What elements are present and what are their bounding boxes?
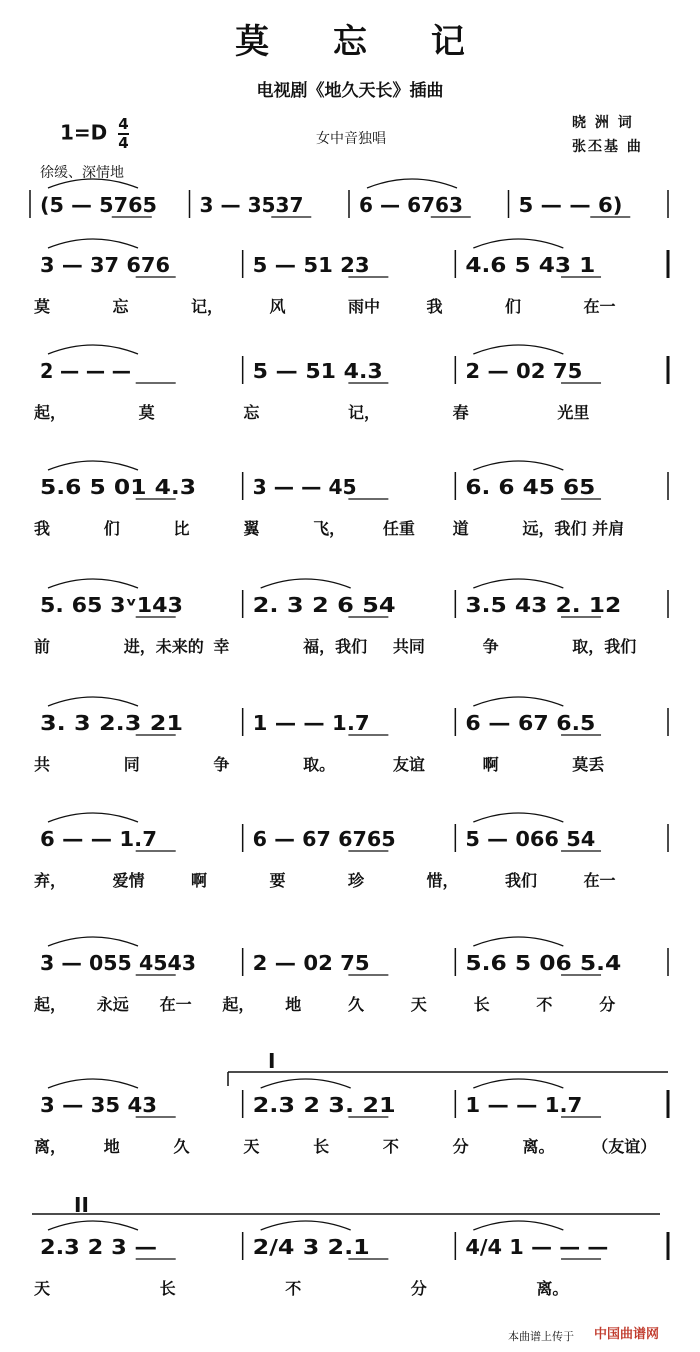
slur bbox=[261, 579, 351, 588]
slur bbox=[48, 179, 138, 188]
lyric-word: 起， bbox=[34, 403, 67, 422]
lyric-word: 共 bbox=[34, 755, 51, 774]
measure-notes: 2 — 02 75 bbox=[252, 951, 370, 975]
measure-notes: 1 — — 1.7 bbox=[465, 1093, 583, 1117]
lyric-word: 长 bbox=[313, 1137, 330, 1156]
slur bbox=[473, 239, 563, 248]
composer-credit: 张丕基 曲 bbox=[572, 139, 643, 155]
slur bbox=[261, 1221, 351, 1230]
lyric-word: 永远 bbox=[96, 995, 129, 1014]
measure-notes: 3 — 055 4543 bbox=[40, 951, 197, 975]
lyric-word: 地 bbox=[103, 1137, 120, 1156]
lyric-word: 在一 bbox=[583, 297, 616, 316]
slur bbox=[473, 937, 563, 946]
measure-notes: 5 — 066 54 bbox=[465, 827, 596, 851]
measure-notes: 2.3 2 3. 21 bbox=[252, 1093, 396, 1117]
lyric-word: 比 bbox=[173, 519, 190, 538]
lyric-word: 长 bbox=[473, 995, 490, 1014]
site-logo: 中国曲谱网 bbox=[594, 1327, 660, 1342]
lyric-word: 我们 bbox=[505, 871, 538, 890]
measure-notes: (5 — 5765 bbox=[40, 193, 157, 217]
lyric-word: 记， bbox=[348, 403, 381, 422]
slur bbox=[367, 179, 457, 188]
slur bbox=[48, 1079, 138, 1088]
lyric-word: 道 bbox=[452, 519, 469, 538]
lyric-word: 记， bbox=[191, 297, 224, 316]
lyric-word: 们 bbox=[103, 519, 120, 538]
slur bbox=[48, 579, 138, 588]
measure-notes: 3 — 35 43 bbox=[40, 1093, 157, 1117]
slur bbox=[48, 937, 138, 946]
lyric-word: 福，我们 bbox=[303, 637, 368, 656]
lyric-word: 起， bbox=[34, 995, 67, 1014]
lyric-word: 不 bbox=[285, 1279, 302, 1298]
measure-notes: 5 — — 6) bbox=[518, 193, 623, 217]
measure-notes: 5. 65 3ᵛ143 bbox=[40, 593, 183, 617]
lyric-word: 飞， bbox=[313, 519, 346, 538]
lyric-word: 啊 bbox=[191, 871, 208, 890]
lyric-word: 天 bbox=[243, 1137, 260, 1156]
volta-label-1: I bbox=[268, 1049, 276, 1073]
lyric-word: 友谊 bbox=[392, 755, 425, 774]
slur bbox=[48, 239, 138, 248]
slur bbox=[48, 1221, 138, 1230]
time-denominator: 4 bbox=[118, 134, 129, 152]
measure-notes: 3. 3 2.3 21 bbox=[40, 711, 183, 735]
measure-notes: 5.6 5 06 5.4 bbox=[465, 951, 622, 975]
lyric-word: 春 bbox=[452, 403, 469, 422]
lyric-word: 天 bbox=[34, 1279, 51, 1298]
lyricist-credit: 晓 洲 词 bbox=[572, 115, 634, 131]
tempo-marking: 徐缓、深情地 bbox=[40, 165, 124, 181]
score-layer bbox=[30, 179, 668, 1298]
measure-notes: 5 — 51 4.3 bbox=[252, 359, 383, 383]
song-subtitle: 电视剧《地久天长》插曲 bbox=[256, 81, 444, 101]
lyric-word: 在一 bbox=[583, 871, 616, 890]
lyric-word: 争 bbox=[213, 755, 230, 774]
slur bbox=[48, 813, 138, 822]
measure-notes: 5.6 5 01 4.3 bbox=[40, 475, 196, 499]
footer-text: 本曲谱上传于 bbox=[508, 1330, 574, 1343]
lyric-word: 幸 bbox=[213, 637, 230, 656]
measure-notes: 5 — 51 23 bbox=[252, 253, 370, 277]
slur bbox=[473, 1079, 563, 1088]
slur bbox=[48, 697, 138, 706]
lyric-word: 分 bbox=[410, 1279, 427, 1298]
lyric-word: 我 bbox=[34, 519, 51, 538]
lyric-word: 风 bbox=[269, 297, 286, 316]
measure-notes: 6 — 6763 bbox=[359, 193, 463, 217]
lyric-word: 爱情 bbox=[112, 871, 145, 890]
lyric-word: 珍 bbox=[348, 871, 365, 890]
lyric-word: 在一 bbox=[159, 995, 192, 1014]
lyric-word: 离， bbox=[34, 1137, 67, 1156]
lyric-word: 们 bbox=[505, 297, 522, 316]
lyric-word: 久 bbox=[348, 995, 365, 1014]
lyric-word: 取，我们 bbox=[572, 637, 637, 656]
measure-notes: 6 — 67 6765 bbox=[252, 827, 396, 851]
lyric-word: 前 bbox=[34, 637, 51, 656]
measure-notes: 2. 3 2 6 54 bbox=[252, 593, 396, 617]
lyric-word: 分 bbox=[452, 1137, 469, 1156]
measure-notes: 3.5 43 2. 12 bbox=[465, 593, 622, 617]
lyric-word: 不 bbox=[536, 995, 553, 1014]
measure-notes: 1 — — 1.7 bbox=[252, 711, 370, 735]
measure-notes: 2.3 2 3 — bbox=[40, 1235, 157, 1259]
lyric-word: 长 bbox=[159, 1279, 176, 1298]
lyric-word: 我 bbox=[426, 297, 443, 316]
slur bbox=[261, 1079, 351, 1088]
performance-note: 女中音独唱 bbox=[316, 131, 386, 147]
lyric-word: 争 bbox=[482, 637, 499, 656]
lyric-word: 同 bbox=[123, 755, 140, 774]
measure-notes: 6. 6 45 65 bbox=[465, 475, 596, 499]
lyric-word: 光里 bbox=[557, 403, 590, 422]
lyric-word: 翼 bbox=[243, 519, 260, 538]
slur bbox=[473, 345, 563, 354]
measure-notes: 4/4 1 — — — bbox=[465, 1235, 609, 1259]
measure-notes: 3 — 3537 bbox=[199, 193, 304, 217]
slur bbox=[473, 461, 563, 470]
slur bbox=[48, 461, 138, 470]
measure-notes: 6 — 67 6.5 bbox=[465, 711, 596, 735]
lyric-word: 莫 bbox=[138, 403, 155, 422]
key-label: 1=D bbox=[60, 120, 108, 145]
lyric-word: 莫丢 bbox=[572, 755, 605, 774]
time-numerator: 4 bbox=[118, 115, 129, 133]
lyric-word: 忘 bbox=[112, 297, 129, 316]
measure-notes: 2/4 3 2.1 bbox=[252, 1235, 370, 1259]
lyric-word: 分 bbox=[599, 995, 616, 1014]
lyric-word: 莫 bbox=[34, 297, 51, 316]
lyric-word: 雨中 bbox=[348, 297, 381, 316]
slur bbox=[473, 1221, 563, 1230]
slur bbox=[48, 345, 138, 354]
lyric-word: 起， bbox=[222, 995, 255, 1014]
lyric-word: 久 bbox=[173, 1137, 190, 1156]
slur bbox=[473, 579, 563, 588]
lyric-word: 任重 bbox=[382, 519, 415, 538]
lyric-word: 并肩 bbox=[592, 519, 625, 538]
lyric-word: 共同 bbox=[392, 637, 425, 656]
song-title: 莫 忘 记 bbox=[235, 22, 491, 62]
lyric-word: 啊 bbox=[482, 755, 499, 774]
lyric-word: 远，我们 bbox=[522, 519, 587, 538]
slur bbox=[473, 813, 563, 822]
lyric-word: 弃， bbox=[34, 871, 67, 890]
measure-notes: 4.6 5 43 1 bbox=[465, 253, 596, 277]
lyric-word: 惜， bbox=[426, 871, 459, 890]
measure-notes: 2 — 02 75 bbox=[465, 359, 583, 383]
lyric-word: （友谊） bbox=[592, 1137, 657, 1156]
lyric-word: 离。 bbox=[522, 1137, 555, 1156]
lyric-word: 进，未来的 bbox=[123, 637, 204, 656]
lyric-word: 取。 bbox=[303, 755, 336, 774]
lyric-word: 不 bbox=[382, 1137, 399, 1156]
lyric-word: 忘 bbox=[243, 403, 260, 422]
volta-label-2: II bbox=[74, 1193, 89, 1217]
lyric-word: 离。 bbox=[536, 1279, 569, 1298]
measure-notes: 2 — — — bbox=[40, 359, 131, 383]
measure-notes: 3 — 37 676 bbox=[40, 253, 170, 277]
lyric-word: 天 bbox=[410, 995, 427, 1014]
slur bbox=[473, 697, 563, 706]
lyric-word: 要 bbox=[269, 871, 286, 890]
measure-notes: 6 — — 1.7 bbox=[40, 827, 157, 851]
measure-notes: 3 — — 45 bbox=[252, 475, 357, 499]
lyric-word: 地 bbox=[285, 995, 302, 1014]
